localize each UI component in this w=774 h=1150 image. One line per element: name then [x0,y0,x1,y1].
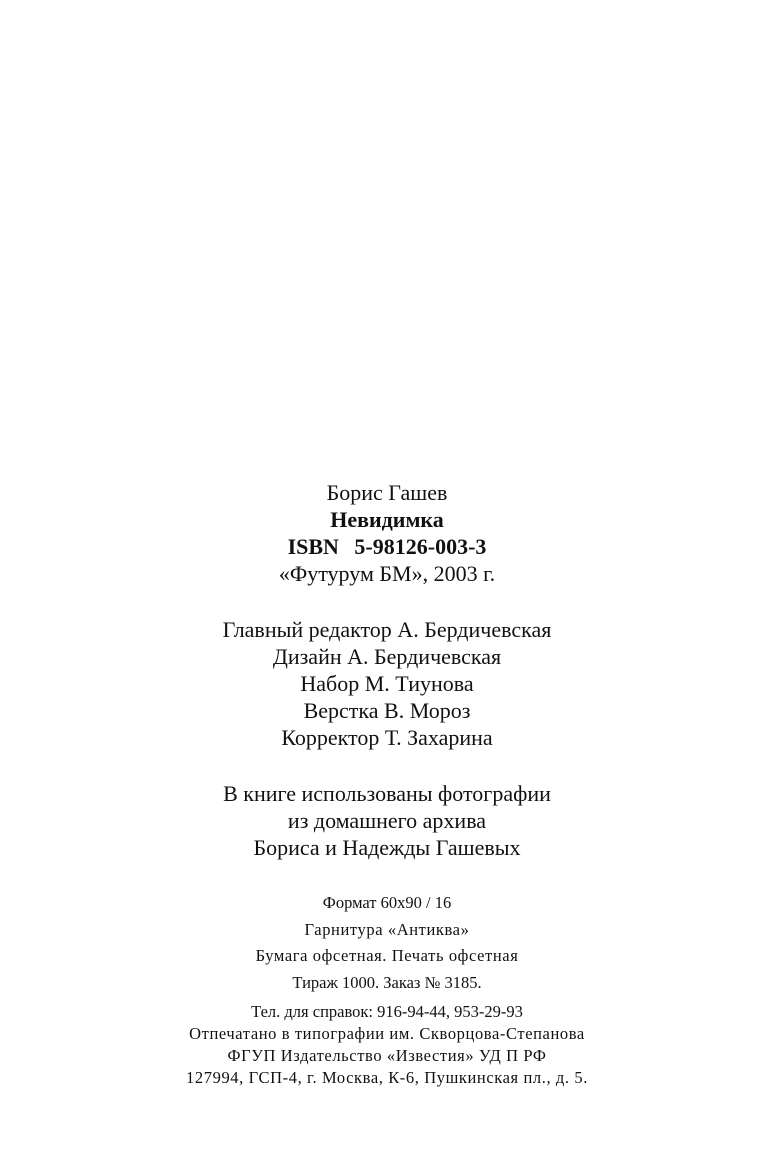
credit-design: Дизайн А. Бердичевская [272,644,502,669]
imprint-address: 127994, ГСП-4, г. Москва, К-6, Пушкинская пл., д. 5. [186,1068,588,1087]
imprint-phone: Тел. для справок: 916-94-44, 953-29-93 [251,1002,523,1021]
imprint-typeface: Гарнитура «Антиква» [304,919,470,939]
credit-chief-editor: Главный редактор А. Бердичевская [222,617,552,642]
photos-note-line-3: Бориса и Надежды Гашевых [253,835,521,860]
imprint-print-run: Тираж 1000. Заказ № 3185. [292,972,482,992]
credit-layout: Верстка В. Мороз [303,698,471,723]
photos-note-line-1: В книге использованы фотографии [223,781,551,806]
imprint-paper: Бумага офсетная. Печать офсетная [255,946,519,965]
book-publisher-year: «Футурум БМ», 2003 г. [278,561,496,586]
imprint-printed-at: Отпечатано в типографии им. Скворцова-Степанова [189,1024,585,1043]
credits-block [0,616,774,751]
imprint-format: Формат 60х90 / 16 [322,893,452,912]
book-isbn: ISBN 5-98126-003-3 [287,534,487,559]
book-author: Борис Гашев [326,480,448,505]
book-info-block [0,479,774,587]
credit-typesetting: Набор М. Тиунова [300,671,474,696]
photos-note-line-2: из домашнего архива [287,808,487,833]
imprint-block [0,890,774,996]
book-title: Невидимка [330,507,444,532]
imprint-contacts-block [0,1001,774,1089]
photos-note-block [0,780,774,861]
imprint-publisher-org: ФГУП Издательство «Известия» УД П РФ [227,1046,547,1065]
credit-proofreader: Корректор Т. Захарина [281,725,493,750]
